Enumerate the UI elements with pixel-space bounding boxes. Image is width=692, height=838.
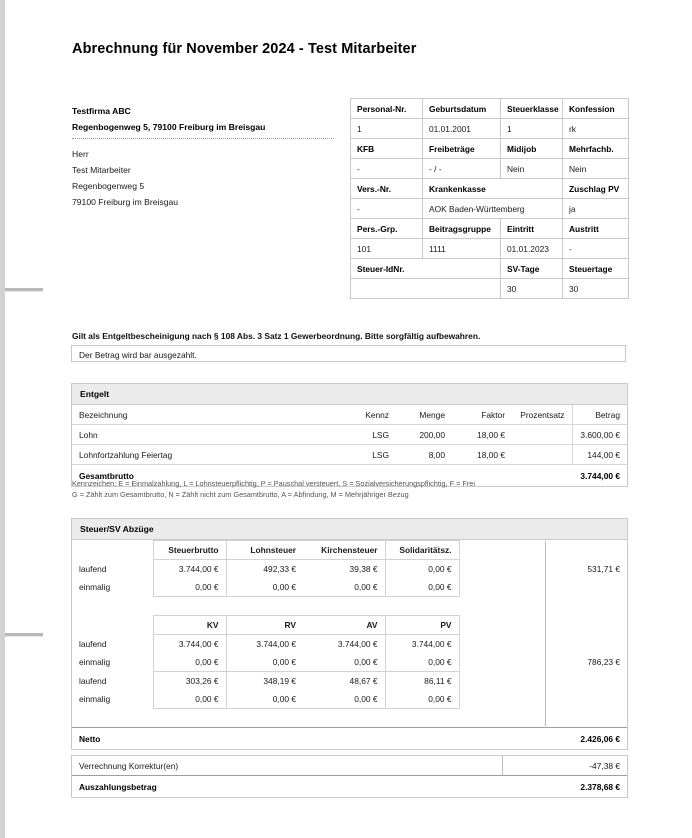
payout-row [72,776,627,798]
cell: 1 [501,119,563,139]
cell: Krankenkasse [423,179,563,199]
table-row [72,560,627,579]
cell-av: 0,00 € [303,690,385,709]
cell: Personal-Nr. [351,99,423,119]
cell: 30 [501,279,563,299]
cell: Steuerklasse [501,99,563,119]
payout-label: Auszahlungsbetrag [79,781,157,792]
page-break-marker-2 [5,633,43,637]
section-gap [72,709,627,728]
table-row [72,578,627,597]
column-header-solidaritaet: Solidaritätsz. [385,541,459,560]
cell: Nein [563,159,629,179]
table-row [351,139,629,159]
cell-lohnsteuer: 0,00 € [226,578,303,597]
cell-rv: 0,00 € [226,653,303,672]
table-header-row [72,405,627,425]
cell-av: 3.744,00 € [303,635,385,654]
page-break-marker-1 [5,288,43,292]
payout-section [71,755,628,798]
payment-method-box: Der Betrag wird bar ausgezahlt. [71,345,626,362]
table-row [351,179,629,199]
cell: - [351,199,423,219]
cell-kv: 3.744,00 € [153,635,226,654]
table-row [72,425,627,445]
cell-solidaritaet: 0,00 € [385,560,459,579]
column-header-kirchensteuer: Kirchensteuer [303,541,385,560]
cell: KFB [351,139,423,159]
cell-kirchensteuer: 39,38 € [303,560,385,579]
cell-kv: 0,00 € [153,690,226,709]
kennzeichen-legend [72,479,475,500]
earnings-section-title: Entgelt [72,384,627,405]
row-label-laufend: laufend [79,638,107,649]
cell-prozentsatz [512,425,572,445]
spacer-cell [459,560,545,579]
column-header-menge: Menge [396,405,452,425]
cell-faktor: 18,00 € [452,425,512,445]
employee-data-table [350,98,629,299]
table-row [351,279,629,299]
sender-divider [72,138,334,139]
cell: ja [563,199,629,219]
address-block [72,104,342,210]
cell: Zuschlag PV [563,179,629,199]
earnings-section [71,383,628,487]
column-header-betrag: Betrag [572,405,627,425]
column-header-rv: RV [226,616,303,635]
legend-line-1: Kennzeichen: E = Einmalzahlung, L = Lohnsteuerpflichtig, P = Pauschal versteuert, S = Sozialversicherungspflichtig, F = Frei [72,479,475,488]
correction-label: Verrechnung Korrektur(en) [72,756,502,776]
cell-rv: 0,00 € [226,690,303,709]
column-header-av: AV [303,616,385,635]
cell-kennz: LSG [340,445,396,465]
correction-value: -47,38 € [502,756,627,776]
company-address: Regenbogenweg 5, 79100 Freiburg im Breisgau [72,121,266,132]
table-row [72,653,627,672]
gross-total-label: Gesamtbrutto [72,465,572,487]
cell-av: 0,00 € [303,653,385,672]
table-row [351,99,629,119]
spacer-cell [459,541,545,560]
table-row [351,239,629,259]
deductions-table [72,540,627,749]
cell-kv: 303,26 € [153,672,226,691]
column-header-prozentsatz: Prozentsatz [512,405,572,425]
cell-betrag: 3.600,00 € [572,425,627,445]
cell-av: 48,67 € [349,676,378,686]
row-label-laufend: laufend [79,675,107,686]
cell: Steuertage [563,259,629,279]
cell: Pers.-Grp. [351,219,423,239]
cell: - [563,239,629,259]
payout-value: 2.378,68 € [580,781,620,792]
cell-lohnsteuer: 492,33 € [226,560,303,579]
cell: Freibeträge [423,139,501,159]
table-row [72,672,627,691]
cell: AOK Baden-Württemberg [423,199,563,219]
cell: Vers.-Nr. [351,179,423,199]
column-header-lohnsteuer: Lohnsteuer [226,541,303,560]
table-row [351,199,629,219]
recipient-block [72,146,342,210]
row-label-einmalig: einmalig [79,694,111,705]
net-total-label: Netto [79,733,101,744]
cell-rv: 348,19 € [263,676,296,686]
cell-rv: 3.744,00 € [226,635,303,654]
cell-faktor: 18,00 € [452,445,512,465]
column-header-faktor: Faktor [452,405,512,425]
cell [351,279,501,299]
cell: Konfession [563,99,629,119]
row-label-spacer [72,616,153,635]
gross-total-value: 3.744,00 € [572,465,627,487]
section-gap [72,597,627,616]
table-row [72,445,627,465]
cell-pv: 0,00 € [385,690,459,709]
cell-solidaritaet: 0,00 € [385,578,459,597]
legend-line-2: G = Zählt zum Gesamtbrutto, N = Zählt nicht zum Gesamtbrutto, A = Abfindung, M = Mehrjähriger Bezug [72,489,409,499]
cell: 1111 [423,239,501,259]
page-title: Abrechnung für November 2024 - Test Mitarbeiter [72,41,417,57]
recipient-city: 79100 Freiburg im Breisgau [72,197,179,207]
cell: rk [563,119,629,139]
table-header-row [72,616,627,635]
cell: 01.01.2001 [423,119,501,139]
spacer-cell [459,616,545,635]
net-total-row [72,728,627,750]
cell: - [351,159,423,179]
correction-row [72,756,627,776]
cell: SV-Tage [501,259,563,279]
cell: Geburtsdatum [423,99,501,119]
row-label-laufend: laufend [79,563,107,574]
row-label-einmalig: einmalig [79,582,111,593]
recipient-street: Regenbogenweg 5 [72,181,145,191]
column-header-steuerbrutto: Steuerbrutto [153,541,226,560]
cell: Austritt [563,219,629,239]
cell-pv: 86,11 € [385,672,459,691]
company-name: Testfirma ABC [72,106,131,116]
recipient-name: Test Mitarbeiter [72,165,131,175]
deductions-section-title: Steuer/SV Abzüge [72,519,627,540]
table-row [72,635,627,654]
cell-kirchensteuer: 0,00 € [303,578,385,597]
table-row [72,690,627,709]
cell-bezeichnung: Lohn [72,425,340,445]
spacer-cell [459,690,545,709]
column-header-bezeichnung: Bezeichnung [72,405,340,425]
cell: Eintritt [501,219,563,239]
cell: Midijob [501,139,563,159]
cell-bezeichnung: Lohnfortzahlung Feiertag [72,445,340,465]
cell-steuerbrutto: 0,00 € [153,578,226,597]
row-label-spacer [72,541,153,560]
cell: 1 [351,119,423,139]
cell-menge: 200,00 [396,425,452,445]
cell: - / - [423,159,501,179]
row-label-einmalig: einmalig [79,657,111,668]
net-total-value: 2.426,06 € [580,733,620,744]
table-row [351,259,629,279]
spacer-cell [459,635,545,654]
spacer-cell [459,672,545,691]
table-row [351,219,629,239]
cell: 101 [351,239,423,259]
column-header-pv: PV [385,616,459,635]
cell-steuerbrutto: 3.744,00 € [153,560,226,579]
earnings-table [72,405,627,486]
cell-pv: 3.744,00 € [385,635,459,654]
cell-kv: 0,00 € [153,653,226,672]
cell-pv: 0,00 € [385,653,459,672]
deductions-section [71,518,628,750]
cell: Steuer-IdNr. [351,259,501,279]
column-header-kennz: Kennz [340,405,396,425]
table-row [351,159,629,179]
payout-table [72,756,627,797]
spacer-cell [459,653,545,672]
table-header-row [72,541,627,560]
cell-menge: 8,00 [396,445,452,465]
cell-betrag: 144,00 € [572,445,627,465]
cell: 01.01.2023 [501,239,563,259]
cell: Nein [501,159,563,179]
column-header-kv: KV [153,616,226,635]
table-row [351,119,629,139]
cell: 30 [563,279,629,299]
tax-sum-value: 531,71 € [545,541,627,597]
cell-prozentsatz [512,445,572,465]
cell: Mehrfachb. [563,139,629,159]
recipient-salutation: Herr [72,149,89,159]
cell-kennz: LSG [340,425,396,445]
sv-sum-value: 786,23 € [545,616,627,709]
spacer-cell [459,578,545,597]
legal-notice: Gilt als Entgeltbescheinigung nach § 108 Abs. 3 Satz 1 Gewerbeordnung. Bitte sorgfältig aufbewahren. [72,331,481,341]
page-edge-strip [0,0,5,838]
cell: Beitragsgruppe [423,219,501,239]
